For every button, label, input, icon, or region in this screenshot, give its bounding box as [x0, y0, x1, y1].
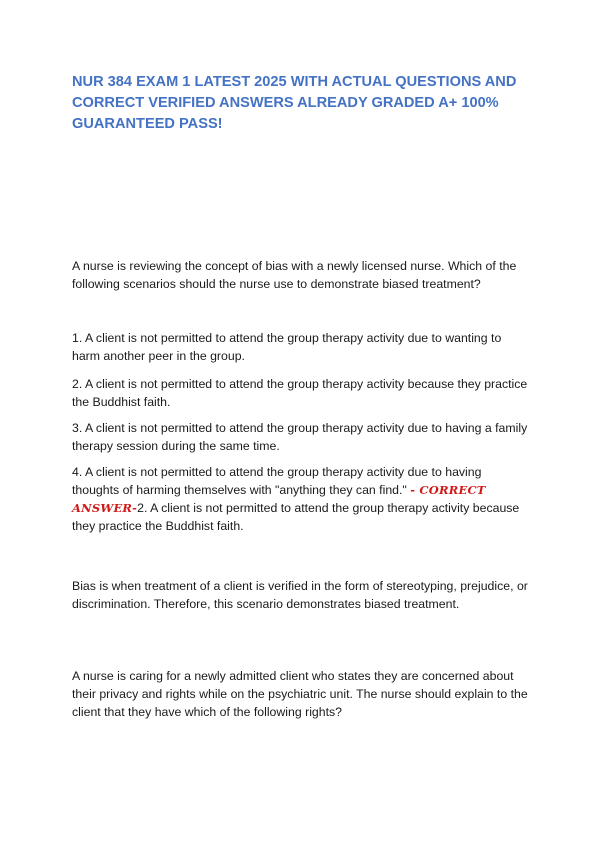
document-title: NUR 384 EXAM 1 LATEST 2025 WITH ACTUAL QUESTIONS AND CORRECT VERIFIED ANSWERS ALREADY GRADED A+ 100% GUARANTEED PASS! — [72, 74, 517, 132]
question-2-stem: A nurse is caring for a newly admitted client who states they are concerned about their privacy and rights while on the psychiatric unit. The nurse should explain to the client that they have which of the following rights? — [72, 669, 528, 719]
question-1-option-1: 1. A client is not permitted to attend the group therapy activity due to wanting to harm another peer in the group. — [72, 331, 502, 363]
question-1-option-3: 3. A client is not permitted to attend the group therapy activity due to having a family therapy session during the same time. — [72, 421, 528, 453]
question-1-option-2: 2. A client is not permitted to attend the group therapy activity because they practice the Buddhist faith. — [72, 377, 528, 409]
correct-answer-label: - CORRECT ANSWER- — [72, 483, 486, 515]
correct-answer-text: 2. A client is not permitted to attend the group therapy activity because they practice the Buddhist faith. — [72, 501, 520, 533]
question-1-rationale: Bias is when treatment of a client is verified in the form of stereotyping, prejudice, or discrimination. Therefore, this scenario demonstrates biased treatment. — [72, 579, 528, 611]
question-1-option-4-text: 4. A client is not permitted to attend the group therapy activity due to having thoughts of harming themselves with "anything they can find." — [72, 465, 482, 497]
question-1-stem: A nurse is reviewing the concept of bias with a newly licensed nurse. Which of the following scenarios should the nurse use to demonstrate biased treatment? — [72, 259, 517, 291]
question-1-option-4 — [72, 463, 528, 535]
